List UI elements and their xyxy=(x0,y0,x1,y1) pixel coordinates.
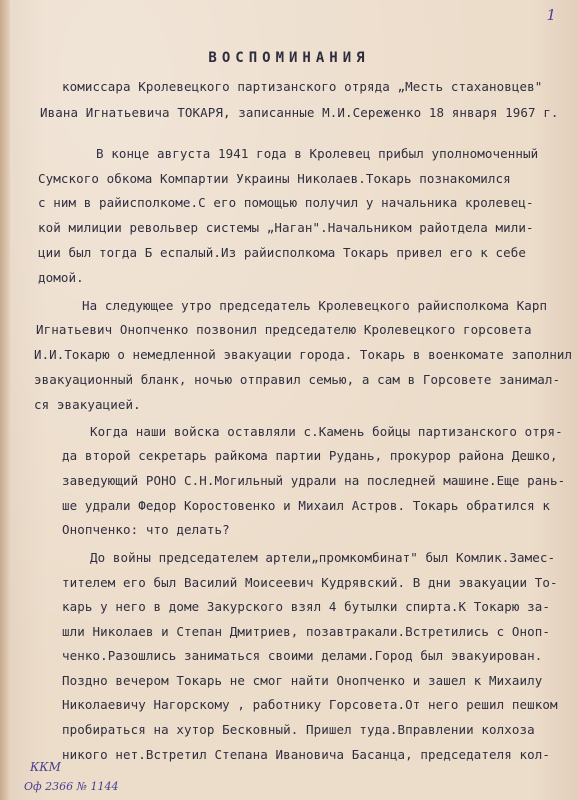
text-line: Когда наши войска оставляли с.Камень бойцы партизанского отря- xyxy=(90,424,563,439)
text-line: Сумского обкома Компартии Украины Николаев.Токарь познакомился xyxy=(38,171,511,186)
archive-stamp: ККМ xyxy=(30,760,61,774)
archive-inventory-number: Оф 2366 № 1144 xyxy=(24,780,119,793)
text-line: эвакуационный бланк, ночью отправил семью, а сам в Горсовете занимал- xyxy=(34,372,561,387)
subtitle-line-2: Ивана Игнатьевича ТОКАРЯ, записанные М.И.Сереженко 18 января 1967 г. xyxy=(40,105,559,120)
text-line: Игнатьевич Онопченко позвонил председателю Кролевецкого горсовета xyxy=(36,322,532,337)
text-line: Николаевичу Нагорскому , работнику Горсовета.От него решил пешком xyxy=(62,697,558,712)
text-line: заведующий РОНО С.Н.Могильный удрали на последней машине.Еще рань- xyxy=(62,473,566,488)
text-line: шли Николаев и Степан Дмитриев, позавтракали.Встретились с Оноп- xyxy=(62,624,551,639)
text-line: с ним в райисполкоме.С его помощью получил у начальника кролевец- xyxy=(38,195,534,210)
text-line: Онопченко: что делать? xyxy=(62,522,230,537)
text-line: да второй секретарь райкома партии Рудань, прокурор района Дешко, xyxy=(62,448,558,463)
text-line: До войны председателем артели„промкомбинат" был Комлик.Замес- xyxy=(90,550,556,565)
document-title: ВОСПОМИНАНИЯ xyxy=(208,50,370,66)
paper-edge xyxy=(0,0,10,800)
subtitle-line-1: комиссара Кролевецкого партизанского отряда „Месть стахановцев" xyxy=(62,79,543,94)
text-line: никого нет.Встретил Степана Ивановича Басанца, председателя кол- xyxy=(62,747,551,762)
text-line: тителем его был Василий Моисеевич Кудрявский. В дни эвакуации То- xyxy=(62,575,558,590)
text-line: ся эвакуацией. xyxy=(34,397,141,412)
text-line: пробираться на хутор Бесковный. Пришел туда.Вправлении колхоза xyxy=(62,722,535,737)
text-line: Поздно вечером Токарь не смог найти Онопченко и зашел к Михаилу xyxy=(62,673,543,688)
text-line: ченко.Разошлись заниматься своими делами.Город был эвакуирован. xyxy=(62,648,543,663)
text-line: карь у него в доме Закурского взял 4 бутылки спирта.К Токарю за- xyxy=(62,599,551,614)
text-line: И.И.Токарю о немедленной эвакуации города. Токарь в военкомате заполнил xyxy=(34,347,573,362)
page-number: 1 xyxy=(546,6,556,24)
text-line: кой милиции револьвер системы „Наган".Начальником райотдела мили- xyxy=(38,220,534,235)
text-line: В конце августа 1941 года в Кролевец прибыл уполномоченный xyxy=(96,146,539,161)
text-line: На следующее утро председатель Кролевецкого райисполкома Карп xyxy=(82,298,548,313)
text-line: ции был тогда Б еспалый.Из райисполкома Токарь привел его к себе xyxy=(38,245,527,260)
text-line: домой. xyxy=(38,270,84,285)
text-line: ше удрали Федор Коростовенко и Михаил Астров. Токарь обратился к xyxy=(62,498,551,513)
